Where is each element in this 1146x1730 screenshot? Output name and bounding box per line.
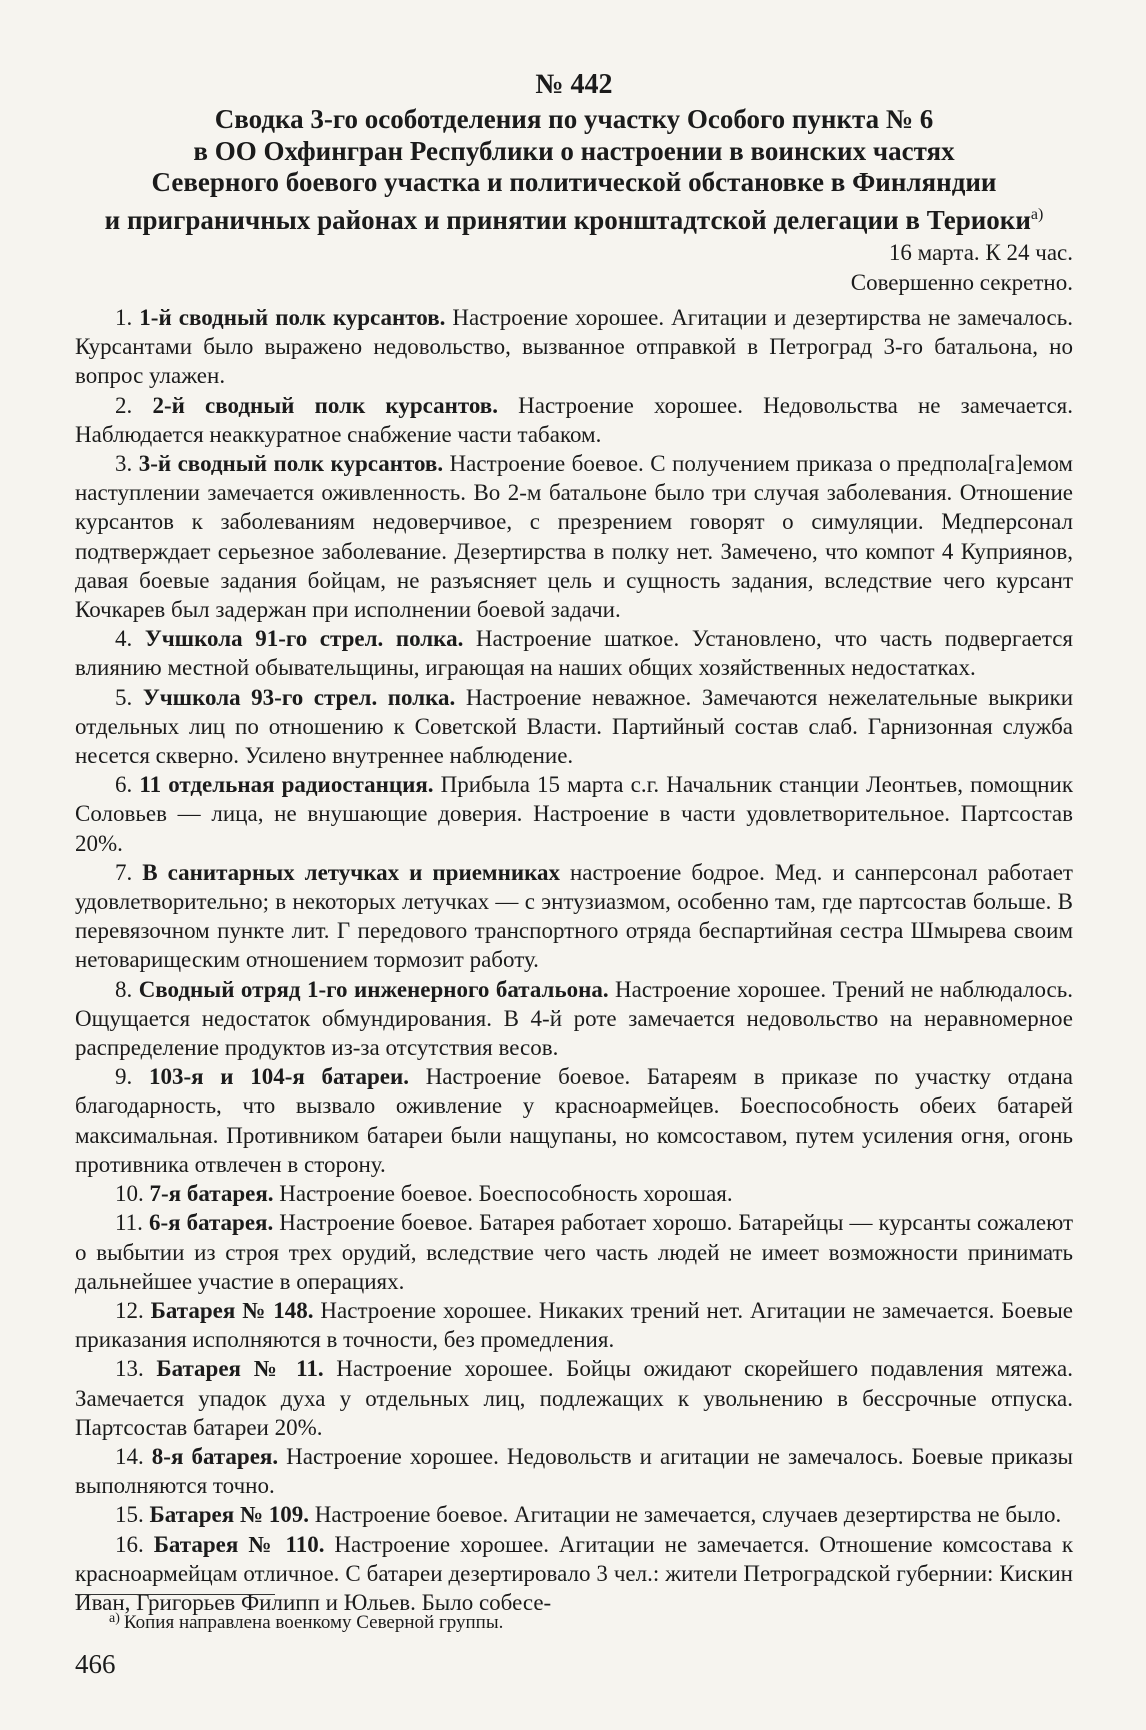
paragraph-text: Настроение боевое. Агитации не замечается, случаев дезертирства не было.: [309, 1502, 1062, 1528]
title-line-text: и приграничных районах и принятии кронштадтской делегации в Териоки: [104, 204, 1031, 235]
paragraph-heading: Батарея № 11.: [156, 1356, 324, 1382]
paragraph-heading: Батарея № 110.: [153, 1531, 325, 1557]
title-block: [75, 68, 1073, 236]
paragraph-heading: Батарея № 109.: [149, 1502, 309, 1528]
paragraph-number: 5.: [115, 684, 133, 710]
paragraph-number: 10.: [115, 1181, 144, 1207]
title-footnote-mark: а): [1030, 205, 1044, 223]
classification-label: Совершенно секретно.: [850, 270, 1073, 295]
report-paragraph: [75, 858, 1073, 975]
paragraph-heading: 11 отдельная радиостанция.: [139, 772, 434, 798]
document-number: № 442: [535, 69, 613, 100]
paragraph-heading: 8-я батарея.: [151, 1443, 279, 1469]
paragraph-heading: 1-й сводный полк курсантов.: [139, 305, 446, 330]
document-title: [75, 104, 1073, 236]
paragraph-text: Настроение боевое. Батарея работает хорошо. Батарейцы — курсанты сожалеют о выбытии из строя трех орудий, вследствие чего часть людей не имеет возможности принимать дальнейшее участие в операциях.: [75, 1210, 1073, 1294]
paragraph-number: 2.: [115, 392, 133, 418]
paragraph-text: Прибыла 15 марта с.г. Начальник станции Леонтьев, помощник Соловьев — лица, не внушающие доверия. Настроение в части удовлетворительное. Партсостав 20%.: [75, 772, 1074, 856]
report-paragraph: [75, 1208, 1073, 1296]
paragraph-text: Настроение хорошее. Недовольств и агитации не замечалось. Боевые приказы выполняются точно.: [75, 1443, 1073, 1499]
paragraph-text: Настроение хорошее. Недовольства не замечается. Наблюдается неаккуратное снабжение части табаком.: [75, 392, 1073, 447]
title-line: Сводка 3-го особотделения по участку Особого пункта № 6: [214, 104, 934, 134]
paragraph-heading: Сводный отряд 1-го инженерного батальона.: [138, 976, 609, 1002]
report-body: [75, 303, 1073, 1617]
paragraph-number: 15.: [115, 1502, 144, 1528]
paragraph-number: 3.: [115, 451, 133, 477]
report-paragraph: [75, 1442, 1073, 1500]
paragraph-heading: В санитарных летучках и приемниках: [142, 859, 560, 885]
paragraph-heading: 103-я и 104-я батареи.: [148, 1064, 409, 1090]
paragraph-heading: Учшкола 91-го стрел. полка.: [144, 626, 464, 652]
report-paragraph: [75, 683, 1073, 771]
paragraph-number: 14.: [115, 1443, 144, 1469]
page-number: 466: [75, 1649, 116, 1679]
paragraph-text: Настроение боевое. Батареям в приказе по участку отдана благодарность, что вызвало оживление у красноармейцев. Боеспособность обеих батарей максимальная. Противником батареи были нащупаны, но комсоставом, путем усиления огня, огонь противника отвлечен в сторону.: [75, 1064, 1073, 1177]
title-line: в ОО Охфингран Республики о настроении в воинских частях: [193, 135, 955, 166]
paragraph-text: Настроение хорошее. Бойцы ожидают скорейшего подавления мятежа. Замечается упадок духа у отдельных лиц, подлежащих к увольнению в бессрочные отпуска. Партсостав батареи 20%.: [75, 1356, 1074, 1440]
report-paragraph: [75, 303, 1073, 391]
paragraph-heading: Учшкола 93-го стрел. полка.: [142, 684, 456, 710]
paragraph-number: 13.: [115, 1356, 144, 1382]
document-meta: [851, 238, 1073, 298]
paragraph-text: Настроение неважное. Замечаются нежелательные выкрики отдельных лиц по отношению к Советской Власти. Партийный состав слаб. Гарнизонная служба несется скверно. Усилено внутреннее наблюдение.: [75, 684, 1073, 769]
paragraph-text: Настроение хорошее. Трений не наблюдалось. Ощущается недостаток обмундирования. В 4-й роте замечается недовольство на неравномерное распределение продуктов из-за отсутствия весов.: [75, 976, 1074, 1061]
paragraph-number: 9.: [115, 1064, 133, 1090]
paragraph-heading: 6-я батарея.: [148, 1210, 274, 1236]
report-paragraph: [75, 449, 1073, 624]
report-paragraph: [75, 1296, 1073, 1354]
paragraph-heading: 3-й сводный полк курсантов.: [138, 451, 444, 477]
report-paragraph: [75, 1500, 1073, 1529]
report-paragraph: [75, 770, 1073, 858]
footnote-text: Копия направлена военкому Северной группы.: [123, 1612, 504, 1633]
paragraph-text: Настроение хорошее. Агитации и дезертирства не замечалось. Курсантами было выражено недовольство, вызванное отправкой в Петроград 3-го батальона, но вопрос улажен.: [75, 305, 1073, 389]
document-date: 16 марта. К 24 час.: [888, 240, 1073, 265]
report-paragraph: [75, 1179, 1073, 1208]
report-paragraph: [75, 624, 1073, 682]
footnote-mark: а): [109, 1611, 120, 1626]
paragraph-number: 11.: [115, 1210, 143, 1236]
footnote-divider: [75, 1594, 275, 1595]
paragraph-text: Настроение шаткое. Установлено, что часть подвергается влиянию местной обывательщины, играющая на наших общих хозяйственных недостатках.: [75, 626, 1073, 681]
title-line: Северного боевого участка и политической обстановке в Финляндии: [151, 167, 997, 197]
paragraph-number: 12.: [115, 1297, 144, 1323]
footnote: [109, 1606, 503, 1636]
paragraph-text: Настроение боевое. С получением приказа о предпола[га]емом наступлении замечается оживленность. Во 2-м батальоне было три случая заболевания. Отношение курсантов к заболеваниям недоверчивое, с презрением говорят о симуляции. Медперсонал подтверждает серьезное заболевание. Дезертирства в полку нет. Замечено, что компот 4 Куприянов, давая боевые задания бойцам, не разъясняет цель и сущность задания, вследствие чего курсант Кочкарев был задержан при исполнении боевой задачи.: [75, 451, 1073, 623]
paragraph-number: 1.: [115, 305, 133, 330]
report-paragraph: [75, 1062, 1073, 1179]
paragraph-heading: 7-я батарея.: [149, 1181, 274, 1207]
paragraph-number: 16.: [115, 1531, 144, 1557]
paragraph-text: Настроение боевое. Боеспособность хорошая.: [273, 1181, 733, 1207]
report-paragraph: [75, 1530, 1073, 1618]
paragraph-number: 7.: [115, 859, 133, 885]
paragraph-number: 6.: [115, 772, 133, 798]
paragraph-heading: Батарея № 148.: [150, 1297, 314, 1323]
paragraph-number: 4.: [115, 626, 133, 652]
report-paragraph: [75, 391, 1073, 449]
paragraph-heading: 2-й сводный полк курсантов.: [152, 392, 498, 418]
report-paragraph: [75, 975, 1073, 1063]
paragraph-number: 8.: [115, 976, 133, 1002]
paragraph-text: Настроение хорошее. Никаких трений нет. Агитации не замечается. Боевые приказания исполняются в точности, без промедления.: [75, 1297, 1074, 1353]
paragraph-text: настроение бодрое. Мед. и санперсонал работает удовлетворительно; в некоторых летучках — с энтузиазмом, особенно там, где партсостав больше. В перевязочном пункте лит. Г передового транспортного отряда беспартийная сестра Шмырева своим нетоварищеским отношением тормозит работу.: [75, 859, 1073, 973]
paragraph-text: Настроение хорошее. Агитации не замечается. Отношение комсостава к красноармейцам отличное. С батареи дезертировало 3 чел.: жители Петроградской губернии: Кискин Иван, Григорьев Филипп и Юльев. Было собесе-: [75, 1531, 1074, 1615]
title-line: [75, 199, 1073, 237]
report-paragraph: [75, 1354, 1073, 1442]
